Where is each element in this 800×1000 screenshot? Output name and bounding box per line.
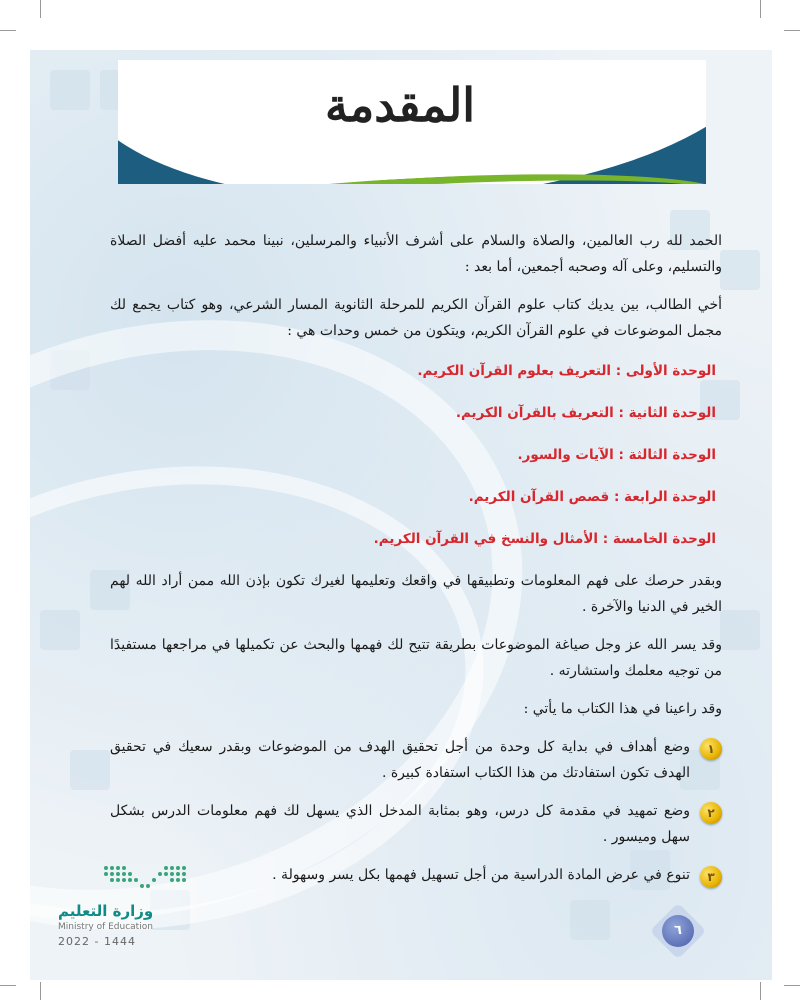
ministry-name-ar: وزارة التعليم [58, 902, 154, 920]
intro-paragraph: أخي الطالب، بين يديك كتاب علوم القرآن الكريم للمرحلة الثانوية المسار الشرعي، وهو كتاب يجمع لك مجمل الموضوعات في علوم القرآن الكريم، ويتكون من خمس وحدات هي : [110, 297, 722, 339]
numbered-item [110, 862, 722, 888]
intro-paragraph: الحمد لله رب العالمين، والصلاة والسلام على أشرف الأنبياء والمرسلين، نبينا محمد عليه أفضل الصلاة والتسليم، وعلى آله وصحبه أجمعين، أما بعد : [110, 233, 722, 275]
numbered-item-text: وضع تمهيد في مقدمة كل درس، وهو بمثابة المدخل الذي يسهل لك فهم معلومات الدرس بشكل سهل وميسور . [110, 803, 690, 845]
crop-mark [760, 0, 761, 18]
crop-mark [784, 985, 800, 986]
numbered-item-text: وضع أهداف في بداية كل وحدة من أجل تحقيق الهدف من الموضوعات وبقدر سعيك في تحقيق الهدف تكون استفادتك من هذا الكتاب استفادة كبيرة . [110, 739, 690, 781]
number-badge: ٢ [700, 802, 722, 824]
numbered-item [110, 798, 722, 850]
ministry-name-en: Ministry of Education [58, 922, 153, 932]
crop-mark [760, 982, 761, 1000]
ministry-logo-icon [102, 862, 190, 892]
content-body [110, 228, 722, 900]
page-title: المقدمة [324, 78, 476, 132]
edition-year: 2022 - 1444 [58, 935, 136, 948]
body-paragraph: وبقدر حرصك على فهم المعلومات وتطبيقها في واقعك وتعليمها لغيرك تكون بإذن الله ممن أراد الله لهم الخير في الدنيا والآخرة . [110, 573, 722, 615]
numbered-item [110, 734, 722, 786]
numbered-item-text: تنوع في عرض المادة الدراسية من أجل تسهيل فهمها بكل يسر وسهولة . [272, 867, 690, 883]
page-number: ٦ [662, 915, 694, 947]
unit-item: الوحدة الخامسة : الأمثال والنسخ في القرآن الكريم. [373, 531, 716, 547]
number-badge: ٣ [700, 866, 722, 888]
number-badge: ١ [700, 738, 722, 760]
unit-item: الوحدة الثانية : التعريف بالقرآن الكريم. [455, 405, 716, 421]
crop-mark [0, 30, 16, 31]
unit-item: الوحدة الأولى : التعريف بعلوم القرآن الكريم. [417, 363, 716, 379]
unit-item: الوحدة الرابعة : قصص القرآن الكريم. [468, 489, 716, 505]
crop-mark [0, 985, 16, 986]
crop-mark [784, 30, 800, 31]
unit-item: الوحدة الثالثة : الآيات والسور. [517, 447, 716, 463]
body-paragraph: وقد راعينا في هذا الكتاب ما يأتي : [523, 701, 722, 717]
crop-mark [40, 982, 41, 1000]
units-list [110, 358, 722, 552]
body-paragraph: وقد يسر الله عز وجل صياغة الموضوعات بطريقة تتيح لك فهمها والبحث عن تكميلها في مراجعها مستفيدًا من توجيه معلمك واستشارته . [110, 637, 722, 679]
page-number-badge [653, 906, 703, 956]
crop-mark [40, 0, 41, 18]
